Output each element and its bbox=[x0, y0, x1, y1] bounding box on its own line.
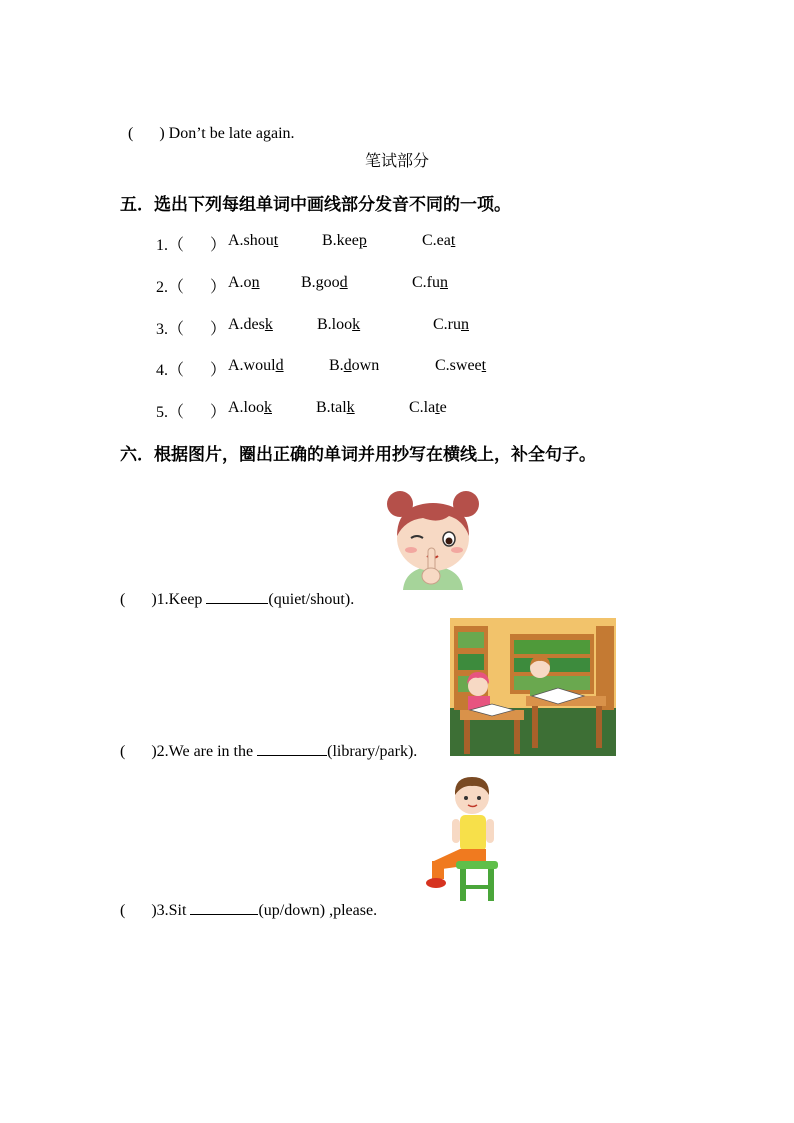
sentence-start: 1.Keep bbox=[156, 591, 207, 608]
underlined-letter: t bbox=[450, 232, 456, 249]
underlined-letter: t bbox=[273, 232, 279, 249]
answer-paren-open: ( bbox=[128, 125, 134, 142]
option-b bbox=[329, 357, 379, 375]
answer-paren-close: ) bbox=[151, 591, 157, 608]
option-b bbox=[317, 316, 360, 334]
written-part-title: 笔试部分 bbox=[364, 151, 429, 170]
phonics-item bbox=[0, 316, 794, 338]
underlined-letter: d bbox=[343, 357, 352, 374]
option-b bbox=[316, 399, 355, 417]
option-a bbox=[228, 274, 260, 292]
underlined-letter: n bbox=[440, 274, 448, 291]
sentence-end: (library/park). bbox=[327, 743, 418, 760]
option-text: B.tal bbox=[316, 399, 347, 416]
girl-shush-image bbox=[383, 490, 483, 596]
option-text: C.ru bbox=[433, 316, 461, 333]
option-text: C.swee bbox=[435, 357, 482, 374]
underlined-letter: t bbox=[481, 357, 487, 374]
underlined-letter: k bbox=[346, 399, 355, 416]
option-c bbox=[412, 274, 448, 292]
answer-paren-close: ） bbox=[210, 237, 227, 254]
sentence-end: (up/down) ,please. bbox=[258, 902, 378, 919]
option-text: A.shou bbox=[228, 232, 274, 249]
underlined-letter: d bbox=[339, 274, 348, 291]
option-text: A.des bbox=[228, 316, 265, 333]
underlined-letter: k bbox=[264, 399, 272, 416]
answer-paren-close: ) bbox=[151, 902, 157, 919]
option-text: C.fu bbox=[412, 274, 440, 291]
answer-paren-open: ( bbox=[120, 591, 126, 608]
sentence-text: Don’t be late again. bbox=[168, 125, 295, 142]
underlined-letter: n bbox=[251, 274, 260, 291]
library-image bbox=[450, 618, 616, 756]
option-c bbox=[433, 316, 469, 334]
picture-question bbox=[120, 589, 354, 609]
option-text: own bbox=[351, 357, 380, 374]
answer-paren-close: ） bbox=[210, 279, 227, 296]
option-a bbox=[228, 232, 278, 250]
option-text: A.loo bbox=[228, 399, 264, 416]
sentence-start: 2.We are in the bbox=[156, 743, 258, 760]
phonics-item bbox=[0, 274, 794, 296]
item-number: 1.（ bbox=[156, 237, 185, 254]
answer-blank[interactable] bbox=[206, 589, 268, 604]
underlined-letter: k bbox=[264, 316, 273, 333]
item-number: 2.（ bbox=[156, 279, 185, 296]
underlined-letter: t bbox=[435, 399, 440, 416]
question-line-top bbox=[120, 107, 295, 143]
sentence-start: 3.Sit bbox=[156, 902, 191, 919]
option-a bbox=[228, 357, 284, 375]
answer-paren-close: ） bbox=[210, 362, 227, 379]
option-c bbox=[409, 399, 447, 417]
option-b bbox=[322, 232, 367, 250]
picture-question bbox=[120, 741, 417, 761]
answer-paren-close: ) bbox=[151, 743, 157, 760]
section6-title: 六．根据图片，圈出正确的单词并用抄写在横线上，补全句子。 bbox=[120, 445, 596, 465]
sentence-end: (quiet/shout). bbox=[268, 591, 355, 608]
item-number: 5.（ bbox=[156, 404, 185, 421]
section5-title: 五．选出下列每组单词中画线部分发音不同的一项。 bbox=[120, 195, 511, 215]
answer-blank[interactable] bbox=[190, 900, 258, 915]
answer-paren-open: ( bbox=[120, 902, 126, 919]
underlined-letter: p bbox=[358, 232, 367, 249]
option-c bbox=[435, 357, 486, 375]
option-text: B. bbox=[329, 357, 344, 374]
answer-paren-close: ） bbox=[210, 321, 227, 338]
underlined-letter: n bbox=[461, 316, 469, 333]
option-text: C.la bbox=[409, 399, 436, 416]
option-a bbox=[228, 316, 273, 334]
item-number: 4.（ bbox=[156, 362, 185, 379]
option-text: B.loo bbox=[317, 316, 353, 333]
option-a bbox=[228, 399, 272, 417]
phonics-item bbox=[0, 232, 794, 254]
boy-sitting-image bbox=[420, 773, 504, 903]
underlined-letter: k bbox=[352, 316, 361, 333]
option-text: C.ea bbox=[422, 232, 451, 249]
answer-paren-close: ） bbox=[210, 404, 227, 421]
phonics-item bbox=[0, 357, 794, 379]
option-text: A.woul bbox=[228, 357, 276, 374]
option-b bbox=[301, 274, 348, 292]
option-text: B.goo bbox=[301, 274, 340, 291]
option-text: B.kee bbox=[322, 232, 359, 249]
underlined-letter: d bbox=[275, 357, 284, 374]
answer-paren-open: ( bbox=[120, 743, 126, 760]
phonics-item bbox=[0, 399, 794, 421]
option-text: e bbox=[439, 399, 447, 416]
option-c bbox=[422, 232, 455, 250]
answer-blank[interactable] bbox=[257, 741, 327, 756]
answer-paren-close: ) bbox=[159, 125, 165, 142]
option-text: A.o bbox=[228, 274, 252, 291]
picture-question bbox=[120, 900, 377, 920]
item-number: 3.（ bbox=[156, 321, 185, 338]
